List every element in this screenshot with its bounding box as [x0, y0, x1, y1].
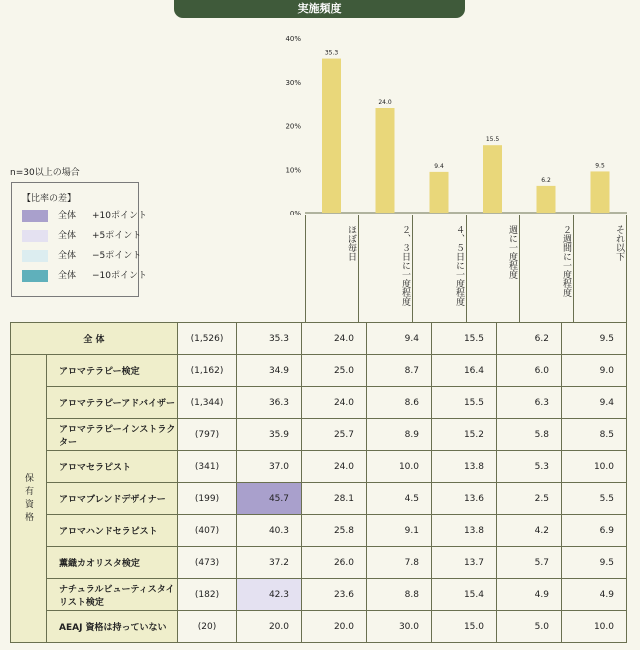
- bar-value-label: 9.5: [595, 162, 605, 170]
- legend-value: −5ポイント: [92, 251, 142, 261]
- bar: [483, 145, 502, 213]
- value-cell: 16.4: [432, 355, 497, 387]
- bar-value-label: 35.3: [324, 49, 339, 57]
- value-cell: 9.4: [367, 323, 432, 355]
- legend-label: 全体: [58, 271, 77, 281]
- value-cell: 6.2: [497, 323, 562, 355]
- y-tick-label: 10%: [285, 166, 301, 175]
- sample-size: (20): [178, 611, 237, 643]
- value-cell: 4.9: [497, 579, 562, 611]
- value-cell: 23.6: [302, 579, 367, 611]
- table-row: [11, 355, 627, 387]
- value-cell: 24.0: [302, 451, 367, 483]
- value-cell: 25.8: [302, 515, 367, 547]
- data-table: [10, 322, 627, 643]
- value-cell: 7.8: [367, 547, 432, 579]
- value-cell: 9.5: [562, 547, 627, 579]
- legend-swatch: [22, 270, 48, 282]
- value-cell: 5.5: [562, 483, 627, 515]
- legend-swatch: [22, 230, 48, 242]
- group-label: [11, 355, 47, 643]
- value-cell: 10.0: [562, 611, 627, 643]
- value-cell: 15.5: [432, 387, 497, 419]
- value-cell: 4.5: [367, 483, 432, 515]
- value-cell: 5.0: [497, 611, 562, 643]
- sample-size: (1,162): [178, 355, 237, 387]
- value-cell: 20.0: [237, 611, 302, 643]
- value-cell: 13.7: [432, 547, 497, 579]
- bar-value-label: 15.5: [485, 136, 500, 144]
- value-cell: 24.0: [302, 387, 367, 419]
- y-tick-label: 30%: [285, 78, 301, 87]
- value-cell: 26.0: [302, 547, 367, 579]
- value-cell: 13.8: [432, 451, 497, 483]
- value-cell: 25.7: [302, 419, 367, 451]
- value-cell: 8.6: [367, 387, 432, 419]
- value-cell: 35.9: [237, 419, 302, 451]
- column-header: ２、３日に一度程度: [358, 215, 412, 322]
- value-cell: 9.1: [367, 515, 432, 547]
- sample-note: n=30以上の場合: [10, 168, 80, 178]
- value-cell: 15.2: [432, 419, 497, 451]
- legend: [11, 182, 147, 297]
- bar: [322, 59, 341, 213]
- value-cell: 15.4: [432, 579, 497, 611]
- value-cell: 5.3: [497, 451, 562, 483]
- column-header: それ以下: [573, 215, 627, 322]
- value-cell: 30.0: [367, 611, 432, 643]
- value-cell: 9.0: [562, 355, 627, 387]
- y-tick-label: 20%: [285, 122, 301, 131]
- bar: [537, 186, 556, 213]
- value-cell: 5.8: [497, 419, 562, 451]
- value-cell: 13.8: [432, 515, 497, 547]
- value-cell: 37.2: [237, 547, 302, 579]
- value-cell: 15.5: [432, 323, 497, 355]
- table-row: [11, 547, 627, 579]
- value-cell: 10.0: [562, 451, 627, 483]
- sample-size: (341): [178, 451, 237, 483]
- bar: [376, 108, 395, 213]
- column-header: ほぼ毎日: [305, 215, 358, 322]
- bar-value-label: 6.2: [541, 176, 551, 184]
- table-row: [11, 387, 627, 419]
- value-cell: 24.0: [302, 323, 367, 355]
- value-cell: 6.0: [497, 355, 562, 387]
- sample-size: (182): [178, 579, 237, 611]
- value-cell: 4.2: [497, 515, 562, 547]
- value-cell: 6.3: [497, 387, 562, 419]
- legend-title: 【比率の差】: [22, 194, 77, 204]
- legend-label: 全体: [58, 211, 77, 221]
- table-row: [11, 419, 627, 451]
- table-row: [11, 579, 627, 611]
- row-label: 薫織カオリスタ検定: [47, 547, 178, 579]
- row-label: ナチュラルビューティスタイリスト検定: [47, 579, 178, 611]
- row-label: 全 体: [11, 323, 178, 355]
- value-cell: 13.6: [432, 483, 497, 515]
- value-cell: 8.8: [367, 579, 432, 611]
- column-header: ２週間に一度程度: [519, 215, 573, 322]
- value-cell: 36.3: [237, 387, 302, 419]
- value-cell: 35.3: [237, 323, 302, 355]
- row-label: アロマハンドセラピスト: [47, 515, 178, 547]
- value-cell: 4.9: [562, 579, 627, 611]
- table-row: [11, 611, 627, 643]
- value-cell: 8.9: [367, 419, 432, 451]
- sample-size: (407): [178, 515, 237, 547]
- row-label: アロマブレンドデザイナー: [47, 483, 178, 515]
- legend-value: +5ポイント: [92, 231, 142, 241]
- value-cell: 25.0: [302, 355, 367, 387]
- table-row: [11, 483, 627, 515]
- column-header: ４、５日に一度程度: [412, 215, 466, 322]
- table-row-total: [11, 323, 627, 355]
- value-cell: 45.7: [237, 483, 302, 515]
- value-cell: 10.0: [367, 451, 432, 483]
- legend-value: −10ポイント: [92, 271, 147, 281]
- legend-label: 全体: [58, 251, 77, 261]
- legend-swatch: [22, 210, 48, 222]
- row-label: アロマセラピスト: [47, 451, 178, 483]
- value-cell: 9.5: [562, 323, 627, 355]
- value-cell: 8.7: [367, 355, 432, 387]
- value-cell: 42.3: [237, 579, 302, 611]
- row-label: AEAJ 資格は持っていない: [47, 611, 178, 643]
- value-cell: 8.5: [562, 419, 627, 451]
- legend-value: +10ポイント: [92, 211, 147, 221]
- value-cell: 37.0: [237, 451, 302, 483]
- value-cell: 34.9: [237, 355, 302, 387]
- row-label: アロマテラピーインストラクター: [47, 419, 178, 451]
- column-header: 週に一度程度: [466, 215, 519, 322]
- bar: [591, 171, 610, 213]
- bar-value-label: 9.4: [434, 162, 444, 170]
- bar-value-label: 24.0: [378, 99, 392, 106]
- sample-size: (797): [178, 419, 237, 451]
- y-tick-label: 0%: [289, 210, 301, 215]
- group-label-text: 保有資格: [23, 472, 33, 525]
- row-label: アロマテラピーアドバイザー: [47, 387, 178, 419]
- legend-label: 全体: [58, 231, 77, 241]
- value-cell: 20.0: [302, 611, 367, 643]
- chart-title: 実施頻度: [174, 0, 465, 18]
- table-row: [11, 451, 627, 483]
- sample-size: (1,526): [178, 323, 237, 355]
- sample-size: (199): [178, 483, 237, 515]
- bar: [430, 172, 449, 213]
- y-tick-label: 40%: [285, 35, 301, 43]
- row-label: アロマテラピー検定: [47, 355, 178, 387]
- sample-size: (473): [178, 547, 237, 579]
- value-cell: 2.5: [497, 483, 562, 515]
- value-cell: 9.4: [562, 387, 627, 419]
- value-cell: 5.7: [497, 547, 562, 579]
- value-cell: 28.1: [302, 483, 367, 515]
- value-cell: 40.3: [237, 515, 302, 547]
- table-row: [11, 515, 627, 547]
- sample-size: (1,344): [178, 387, 237, 419]
- value-cell: 6.9: [562, 515, 627, 547]
- value-cell: 15.0: [432, 611, 497, 643]
- legend-swatch: [22, 250, 48, 262]
